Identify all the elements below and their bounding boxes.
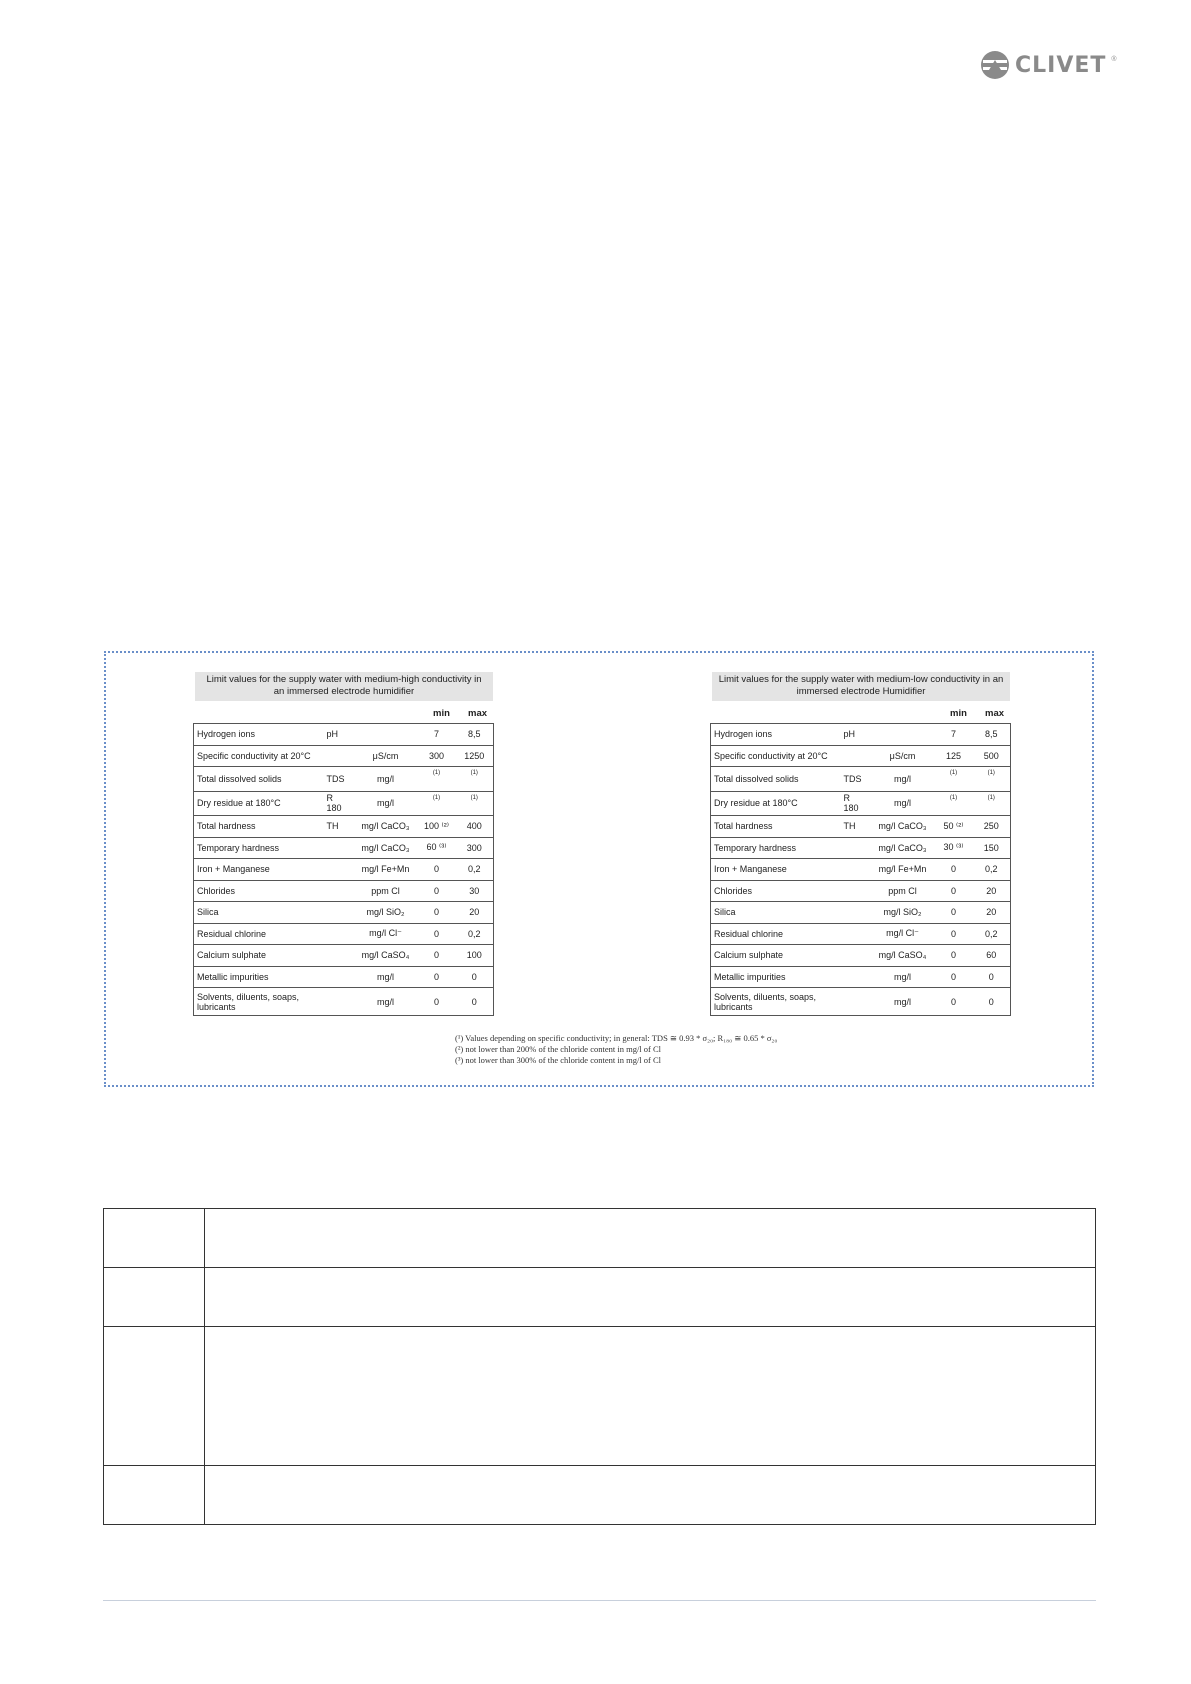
- footnote-3: (³) not lower than 300% of the chloride content in mg/l of Cl: [455, 1055, 662, 1065]
- cell-max: 20: [973, 880, 1011, 902]
- cell-unit: mg/l CaCO₃: [871, 816, 935, 838]
- cell-max: 150: [973, 837, 1011, 859]
- cell-max: 8,5: [973, 724, 1011, 746]
- cell-max: 0,2: [973, 859, 1011, 881]
- cell-param: Silica: [194, 902, 324, 924]
- cell-param: Total hardness: [194, 816, 324, 838]
- cell-unit: mg/l CaSO₄: [354, 945, 418, 967]
- cell-max: 1250: [456, 745, 494, 767]
- table-cell: [205, 1209, 1096, 1268]
- footnote-1: (¹) Values depending on specific conductivity; in general: TDS ≅ 0.93 * σ₂₀; R₁₈₀ ≅ 0.65 * σ₂₀: [455, 1033, 778, 1043]
- cell-max: (1): [973, 767, 1011, 792]
- table-row: [711, 880, 1011, 902]
- cell-symbol: R 180: [324, 791, 354, 816]
- water-table-high-conductivity: [193, 672, 493, 1016]
- cell-symbol: [841, 945, 871, 967]
- cell-symbol: [841, 988, 871, 1016]
- cell-param: Hydrogen ions: [194, 724, 324, 746]
- table-row: [104, 1327, 1096, 1466]
- table-row: [711, 902, 1011, 924]
- cell-symbol: [324, 859, 354, 881]
- header-min: min: [433, 708, 450, 719]
- water-limits-figure: [104, 651, 1094, 1087]
- cell-unit: mg/l: [354, 966, 418, 988]
- cell-min: 7: [935, 724, 973, 746]
- footnotes: [455, 1033, 777, 1066]
- cell-max: 20: [456, 902, 494, 924]
- cell-symbol: [841, 880, 871, 902]
- cell-max: 60: [973, 945, 1011, 967]
- cell-symbol: [324, 745, 354, 767]
- cell-symbol: [841, 745, 871, 767]
- cell-unit: mg/l CaCO₃: [354, 816, 418, 838]
- cell-symbol: [324, 988, 354, 1016]
- cell-symbol: [324, 837, 354, 859]
- cell-unit: mg/l Fe+Mn: [871, 859, 935, 881]
- cell-min: 50 ⁽²⁾: [935, 816, 973, 838]
- cell-max: (1): [456, 767, 494, 792]
- cell-max: 0: [456, 988, 494, 1016]
- table-row: [711, 966, 1011, 988]
- cell-min: 0: [935, 988, 973, 1016]
- cell-param: Chlorides: [711, 880, 841, 902]
- table-row: [194, 945, 494, 967]
- table-column-headers: [193, 701, 493, 723]
- cell-min: (1): [935, 767, 973, 792]
- cell-unit: mg/l CaSO₄: [871, 945, 935, 967]
- cell-min: (1): [418, 791, 456, 816]
- cell-unit: mg/l Cl⁻: [871, 923, 935, 945]
- cell-param: Dry residue at 180°C: [711, 791, 841, 816]
- cell-min: 0: [418, 923, 456, 945]
- cell-unit: mg/l: [354, 791, 418, 816]
- table-row: [711, 945, 1011, 967]
- cell-param: Residual chlorine: [711, 923, 841, 945]
- cell-max: (1): [973, 791, 1011, 816]
- table-cell: [104, 1466, 205, 1525]
- table-row: [194, 745, 494, 767]
- table-row: [104, 1268, 1096, 1327]
- table-row: [194, 837, 494, 859]
- footer-divider: [103, 1600, 1096, 1601]
- cell-max: 0,2: [456, 859, 494, 881]
- cell-param: Specific conductivity at 20°C: [711, 745, 841, 767]
- table-cell: [104, 1209, 205, 1268]
- table-row: [194, 767, 494, 792]
- cell-unit: μS/cm: [354, 745, 418, 767]
- logo-trademark: ®: [1111, 56, 1117, 63]
- cell-max: 0: [456, 966, 494, 988]
- cell-max: 30: [456, 880, 494, 902]
- table-row: [104, 1466, 1096, 1525]
- table-title: Limit values for the supply water with medium-low conductivity in an immersed electrode Humidifier: [712, 672, 1010, 701]
- cell-min: 0: [418, 988, 456, 1016]
- cell-symbol: [841, 966, 871, 988]
- cell-symbol: [324, 923, 354, 945]
- cell-param: Calcium sulphate: [711, 945, 841, 967]
- cell-min: 300: [418, 745, 456, 767]
- cell-param: Total dissolved solids: [711, 767, 841, 792]
- header-max: max: [985, 708, 1005, 719]
- cell-symbol: [324, 902, 354, 924]
- cell-min: 0: [935, 966, 973, 988]
- cell-unit: [354, 724, 418, 746]
- cell-param: Chlorides: [194, 880, 324, 902]
- cell-param: Metallic impurities: [194, 966, 324, 988]
- header-min: min: [950, 708, 967, 719]
- cell-max: 400: [456, 816, 494, 838]
- cell-max: (1): [456, 791, 494, 816]
- cell-param: Iron + Manganese: [711, 859, 841, 881]
- cell-param: Metallic impurities: [711, 966, 841, 988]
- table-cell: [104, 1327, 205, 1466]
- cell-min: (1): [418, 767, 456, 792]
- clivet-logo: [980, 50, 1117, 80]
- cell-max: 8,5: [456, 724, 494, 746]
- table-row: [711, 816, 1011, 838]
- cell-unit: mg/l: [871, 791, 935, 816]
- table-cell: [205, 1466, 1096, 1525]
- cell-min: 30 ⁽³⁾: [935, 837, 973, 859]
- cell-symbol: [324, 880, 354, 902]
- clivet-logo-icon: [980, 50, 1010, 80]
- cell-min: 0: [418, 859, 456, 881]
- cell-unit: mg/l: [871, 966, 935, 988]
- cell-symbol: TDS: [841, 767, 871, 792]
- cell-param: Specific conductivity at 20°C: [194, 745, 324, 767]
- table-row: [711, 837, 1011, 859]
- cell-min: 0: [418, 880, 456, 902]
- cell-min: 100 ⁽²⁾: [418, 816, 456, 838]
- cell-min: 0: [935, 945, 973, 967]
- limits-table: [710, 723, 1011, 1016]
- cell-param: Iron + Manganese: [194, 859, 324, 881]
- table-row: [711, 859, 1011, 881]
- table-row: [194, 966, 494, 988]
- table-cell: [205, 1327, 1096, 1466]
- table-title: Limit values for the supply water with medium-high conductivity in an immersed electrode humidifier: [195, 672, 493, 701]
- cell-unit: mg/l Fe+Mn: [354, 859, 418, 881]
- cell-max: 100: [456, 945, 494, 967]
- header-max: max: [468, 708, 488, 719]
- table-cell: [205, 1268, 1096, 1327]
- cell-min: 0: [418, 966, 456, 988]
- table-row: [194, 902, 494, 924]
- cell-max: 20: [973, 902, 1011, 924]
- cell-symbol: [841, 837, 871, 859]
- cell-unit: mg/l CaCO₃: [871, 837, 935, 859]
- cell-param: Temporary hardness: [194, 837, 324, 859]
- cell-param: Temporary hardness: [711, 837, 841, 859]
- cell-max: 0,2: [973, 923, 1011, 945]
- table-row: [194, 880, 494, 902]
- cell-symbol: [841, 859, 871, 881]
- table-row: [194, 724, 494, 746]
- cell-unit: mg/l: [354, 767, 418, 792]
- table-row: [194, 988, 494, 1016]
- cell-param: Silica: [711, 902, 841, 924]
- cell-unit: [871, 724, 935, 746]
- table-row: [711, 923, 1011, 945]
- cell-symbol: [324, 966, 354, 988]
- cell-param: Solvents, diluents, soaps, lubricants: [711, 988, 841, 1016]
- cell-unit: mg/l SiO₂: [871, 902, 935, 924]
- cell-max: 0,2: [456, 923, 494, 945]
- cell-min: 7: [418, 724, 456, 746]
- cell-min: (1): [935, 791, 973, 816]
- cell-unit: mg/l: [871, 767, 935, 792]
- footnote-2: (²) not lower than 200% of the chloride content in mg/l of Cl: [455, 1044, 662, 1054]
- cell-min: 60 ⁽³⁾: [418, 837, 456, 859]
- cell-unit: mg/l CaCO₃: [354, 837, 418, 859]
- table-row: [711, 724, 1011, 746]
- bottom-table: [103, 1208, 1096, 1525]
- water-table-low-conductivity: [710, 672, 1010, 1016]
- cell-symbol: [324, 945, 354, 967]
- logo-text: CLIVET: [1015, 52, 1107, 78]
- cell-min: 0: [418, 945, 456, 967]
- table-row: [194, 816, 494, 838]
- cell-max: 0: [973, 966, 1011, 988]
- cell-max: 500: [973, 745, 1011, 767]
- cell-min: 125: [935, 745, 973, 767]
- cell-symbol: TH: [324, 816, 354, 838]
- cell-symbol: [841, 923, 871, 945]
- cell-min: 0: [418, 902, 456, 924]
- cell-symbol: [841, 902, 871, 924]
- table-row: [711, 745, 1011, 767]
- cell-param: Solvents, diluents, soaps, lubricants: [194, 988, 324, 1016]
- table-row: [104, 1209, 1096, 1268]
- cell-max: 250: [973, 816, 1011, 838]
- cell-min: 0: [935, 902, 973, 924]
- limits-table-body: [711, 724, 1011, 1016]
- cell-unit: mg/l: [871, 988, 935, 1016]
- cell-param: Dry residue at 180°C: [194, 791, 324, 816]
- cell-max: 0: [973, 988, 1011, 1016]
- table-row: [194, 923, 494, 945]
- limits-table: [193, 723, 494, 1016]
- cell-min: 0: [935, 923, 973, 945]
- cell-max: 300: [456, 837, 494, 859]
- cell-unit: μS/cm: [871, 745, 935, 767]
- limits-table-body: [194, 724, 494, 1016]
- cell-symbol: R 180: [841, 791, 871, 816]
- table-column-headers: [710, 701, 1010, 723]
- table-row: [711, 791, 1011, 816]
- cell-param: Residual chlorine: [194, 923, 324, 945]
- cell-unit: mg/l SiO₂: [354, 902, 418, 924]
- cell-param: Total dissolved solids: [194, 767, 324, 792]
- table-row: [711, 988, 1011, 1016]
- cell-param: Hydrogen ions: [711, 724, 841, 746]
- table-row: [711, 767, 1011, 792]
- cell-param: Calcium sulphate: [194, 945, 324, 967]
- table-row: [194, 859, 494, 881]
- table-cell: [104, 1268, 205, 1327]
- cell-unit: mg/l: [354, 988, 418, 1016]
- cell-min: 0: [935, 880, 973, 902]
- cell-unit: ppm Cl: [871, 880, 935, 902]
- cell-param: Total hardness: [711, 816, 841, 838]
- cell-symbol: pH: [841, 724, 871, 746]
- table-row: [194, 791, 494, 816]
- cell-min: 0: [935, 859, 973, 881]
- cell-unit: mg/l Cl⁻: [354, 923, 418, 945]
- cell-symbol: pH: [324, 724, 354, 746]
- cell-unit: ppm Cl: [354, 880, 418, 902]
- cell-symbol: TH: [841, 816, 871, 838]
- cell-symbol: TDS: [324, 767, 354, 792]
